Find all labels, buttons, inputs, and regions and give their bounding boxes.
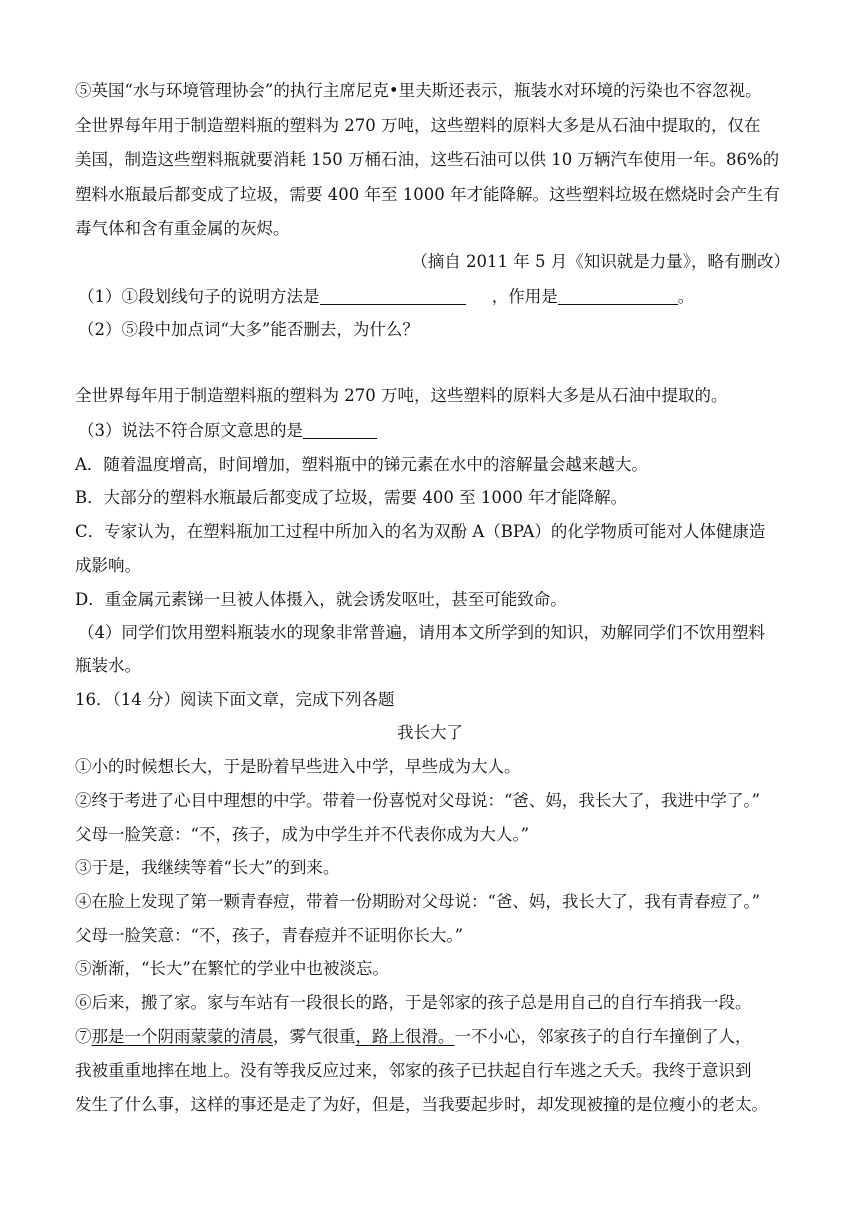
article-paragraph-2-line-1: ②终于考进了心目中理想的中学。带着一份喜悦对父母说：“爸、妈，我长大了，我进中学了。” bbox=[75, 791, 761, 810]
answer-blank-q3[interactable] bbox=[303, 422, 377, 439]
paragraph-7-mid: ，雾气很重 bbox=[273, 1027, 356, 1046]
question-4-line-2: 瓶装水。 bbox=[75, 656, 141, 675]
underlined-sentence-2: ，路上很滑。 bbox=[355, 1027, 455, 1046]
question-1-period: 。 bbox=[677, 287, 695, 306]
option-d: D．重金属元素锑一旦被人体摄入，就会诱发呕吐，甚至可能致命。 bbox=[75, 590, 567, 609]
option-c-line-2: 成影响。 bbox=[75, 556, 141, 575]
passage-paragraph-5-line-2: 全世界每年用于制造塑料瓶的塑料为 270 万吨，这些塑料的原料大多是从石油中提取的，仅在 bbox=[75, 116, 761, 135]
question-16-heading: 16．（14 分）阅读下面文章，完成下列各题 bbox=[75, 690, 395, 709]
paragraph-7-rest: 一不小心，邻家孩子的自行车撞倒了人， bbox=[454, 1027, 752, 1046]
question-3 bbox=[78, 421, 793, 441]
article-paragraph-1: ①小的时候想长大，于是盼着早些进入中学，早些成为大人。 bbox=[75, 757, 521, 776]
source-citation: （摘自 2011 年 5 月《知识就是力量》，略有删改） bbox=[411, 252, 790, 271]
question-3-prompt: （3）说法不符合原文意思的是 bbox=[78, 421, 303, 440]
question-2-quote: 全世界每年用于制造塑料瓶的塑料为 270 万吨，这些塑料的原料大多是从石油中提取的。 bbox=[75, 386, 728, 405]
article-paragraph-3: ③于是，我继续等着“长大”的到来。 bbox=[75, 858, 340, 877]
option-c-line-1: C．专家认为，在塑料瓶加工过程中所加入的名为双酚 A（BPA）的化学物质可能对人体健康造 bbox=[75, 522, 766, 541]
article-paragraph-7-line-1 bbox=[75, 1027, 790, 1047]
article-paragraph-7-line-2: 我被重重地摔在地上。没有等我反应过来，邻家的孩子已扶起自行车逃之夭夭。我终于意识到 bbox=[75, 1061, 752, 1080]
passage-paragraph-5-line-5: 毒气体和含有重金属的灰烬。 bbox=[75, 219, 290, 238]
answer-blank-method[interactable] bbox=[320, 288, 466, 305]
question-4-line-1: （4）同学们饮用塑料瓶装水的现象非常普遍，请用本文所学到的知识，劝解同学们不饮用塑料 bbox=[78, 623, 765, 642]
option-a: A．随着温度增高，时间增加，塑料瓶中的锑元素在水中的溶解量会越来越大。 bbox=[75, 455, 648, 474]
paragraph-7-number: ⑦ bbox=[75, 1027, 92, 1046]
question-1-prompt: （1）①段划线句子的说明方法是 bbox=[78, 287, 320, 306]
article-paragraph-4-line-2: 父母一脸笑意：“不，孩子，青春痘并不证明你长大。” bbox=[75, 926, 464, 945]
answer-blank-effect[interactable] bbox=[558, 288, 678, 305]
article-paragraph-6: ⑥后来，搬了家。家与车站有一段很长的路，于是邻家的孩子总是用自己的自行车捎我一段。 bbox=[75, 993, 752, 1012]
question-1 bbox=[78, 287, 793, 307]
article-paragraph-5: ⑤渐渐，“长大”在繁忙的学业中也被淡忘。 bbox=[75, 959, 389, 978]
article-paragraph-2-line-2: 父母一脸笑意：“不，孩子，成为中学生并不代表你成为大人。” bbox=[75, 825, 530, 844]
passage-paragraph-5-line-4: 塑料水瓶最后都变成了垃圾，需要 400 年至 1000 年才能降解。这些塑料垃圾在燃烧时会产生有 bbox=[75, 185, 780, 204]
article-paragraph-7-line-3: 发生了什么事，这样的事还是走了为好，但是，当我要起步时，却发现被撞的是位瘦小的老太。 bbox=[75, 1095, 768, 1114]
underlined-sentence-1: 那是一个阴雨蒙蒙的清晨 bbox=[91, 1027, 273, 1046]
article-title: 我长大了 bbox=[397, 723, 463, 742]
passage-paragraph-5-line-3: 美国，制造这些塑料瓶就要消耗 150 万桶石油，这些石油可以供 10 万辆汽车使用一年。86%的 bbox=[75, 150, 780, 169]
article-paragraph-4-line-1: ④在脸上发现了第一颗青春痘，带着一份期盼对父母说：“爸、妈，我长大了，我有青春痘了。” bbox=[75, 892, 761, 911]
question-2: （2）⑤段中加点词“大多”能否删去，为什么？ bbox=[78, 320, 419, 339]
passage-paragraph-5-line-1: ⑤英国“水与环境管理协会”的执行主席尼克•里夫斯还表示，瓶装水对环境的污染也不容忽视。 bbox=[75, 81, 762, 100]
option-b: B．大部分的塑料水瓶最后都变成了垃圾，需要 400 至 1000 年才能降解。 bbox=[75, 488, 628, 507]
question-1-prompt-2: ，作用是 bbox=[491, 287, 558, 306]
